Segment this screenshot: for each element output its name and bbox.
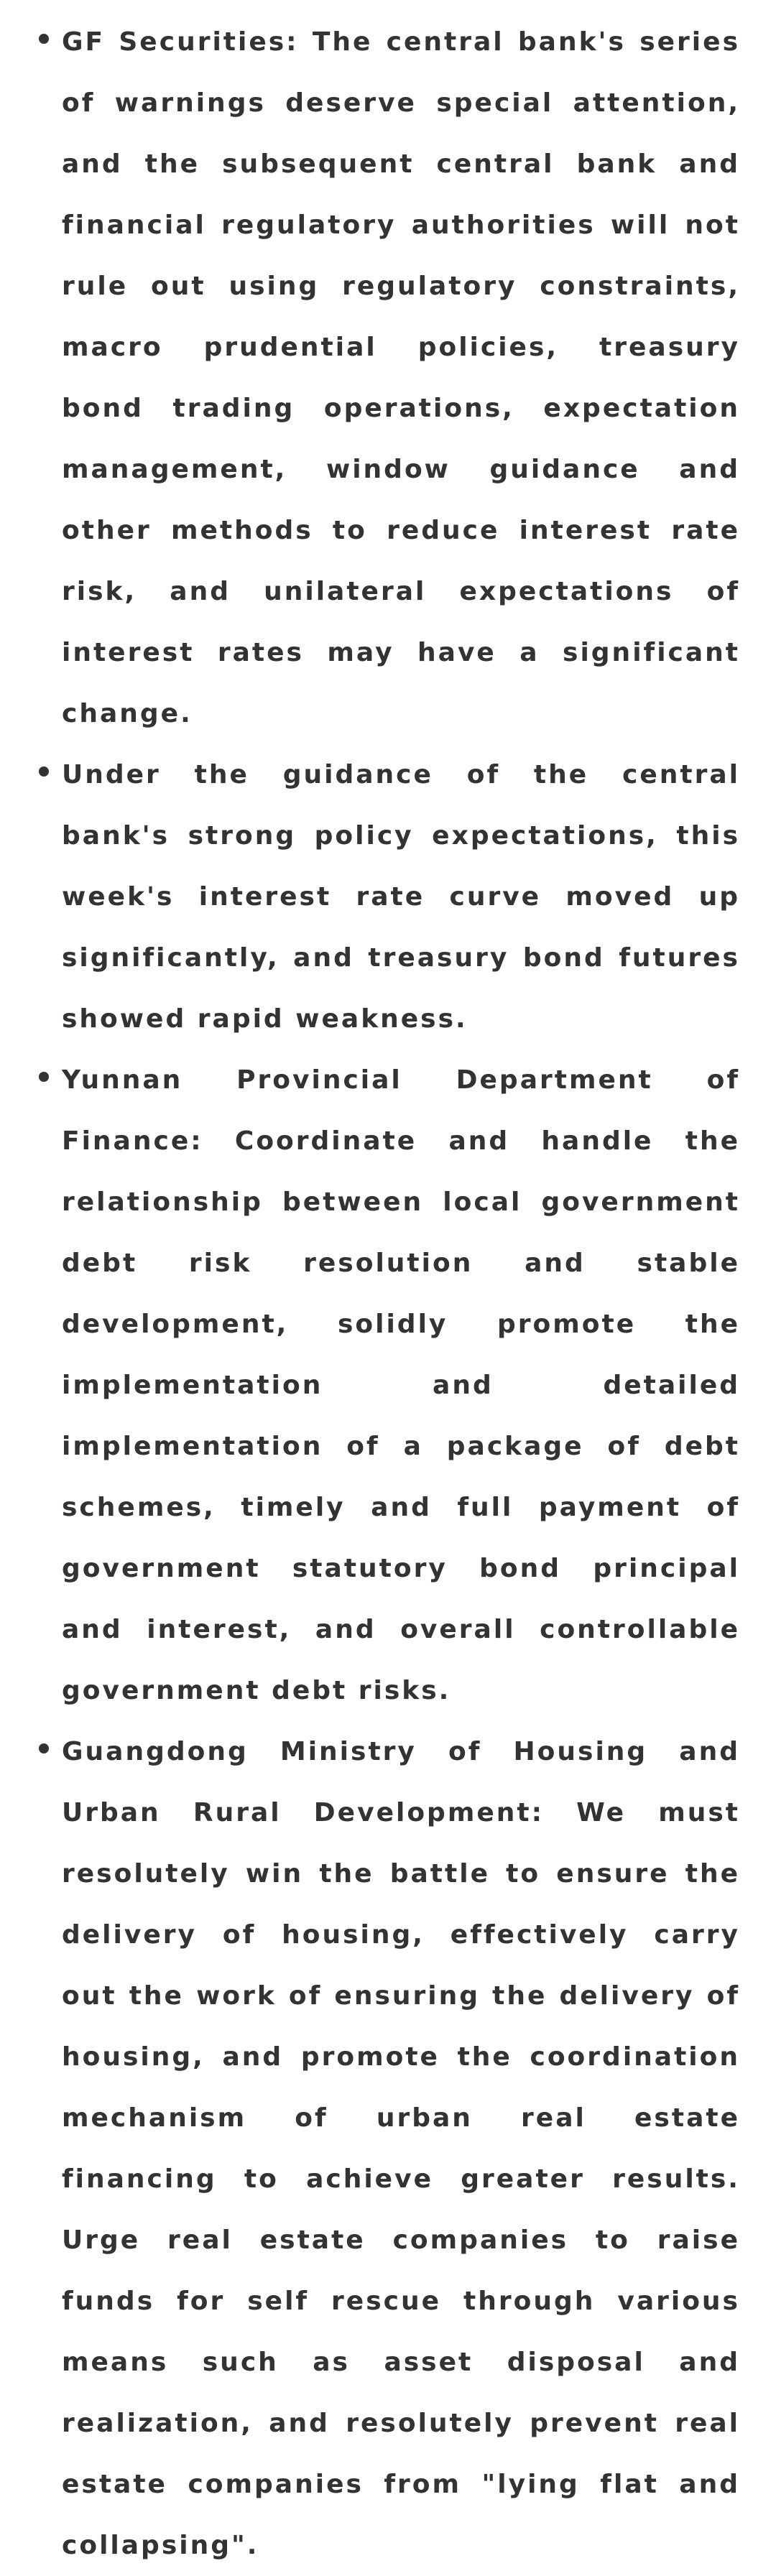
list-item — [0, 1050, 776, 1721]
list-item-text: GF Securities: The central bank's series of warnings deserve special attention, and the subsequent central bank and financial regulatory authorities will not rule out using regulatory constraints, macro prudential policies, treasury bond trading operations, expectation management, window guidance and other methods to reduce interest rate risk, and unilateral expectations of interest rates may have a significant change. — [62, 27, 740, 728]
list-item-text: Yunnan Provincial Department of Finance: Coordinate and handle the relationship between local government debt risk resolution and stable development, solidly promote the implementation and detailed implementation of a package of debt schemes, timely and full payment of government statutory bond principal and interest, and overall controllable government debt risks. — [62, 1065, 740, 1705]
list-item — [0, 1721, 776, 2576]
bullet-icon — [39, 1743, 49, 1753]
list-item — [0, 744, 776, 1050]
list-item-text: Under the guidance of the central bank's strong policy expectations, this week's interest rate curve moved up significantly, and treasury bond futures showed rapid weakness. — [62, 760, 740, 1034]
bullet-icon — [39, 766, 49, 777]
list-item-text: Guangdong Ministry of Housing and Urban Rural Development: We must resolutely win the battle to ensure the delivery of housing, effectively carry out the work of ensuring the delivery of housing, and promote the coordination mechanism of urban real estate financing to achieve greater results. Urge real estate companies to raise funds for self rescue through various means such as asset disposal and realization, and resolutely prevent real estate companies from "lying flat and collapsing". — [62, 1737, 740, 2560]
bullet-icon — [39, 1072, 49, 1082]
list-item — [0, 11, 776, 744]
bullet-icon — [39, 34, 49, 44]
